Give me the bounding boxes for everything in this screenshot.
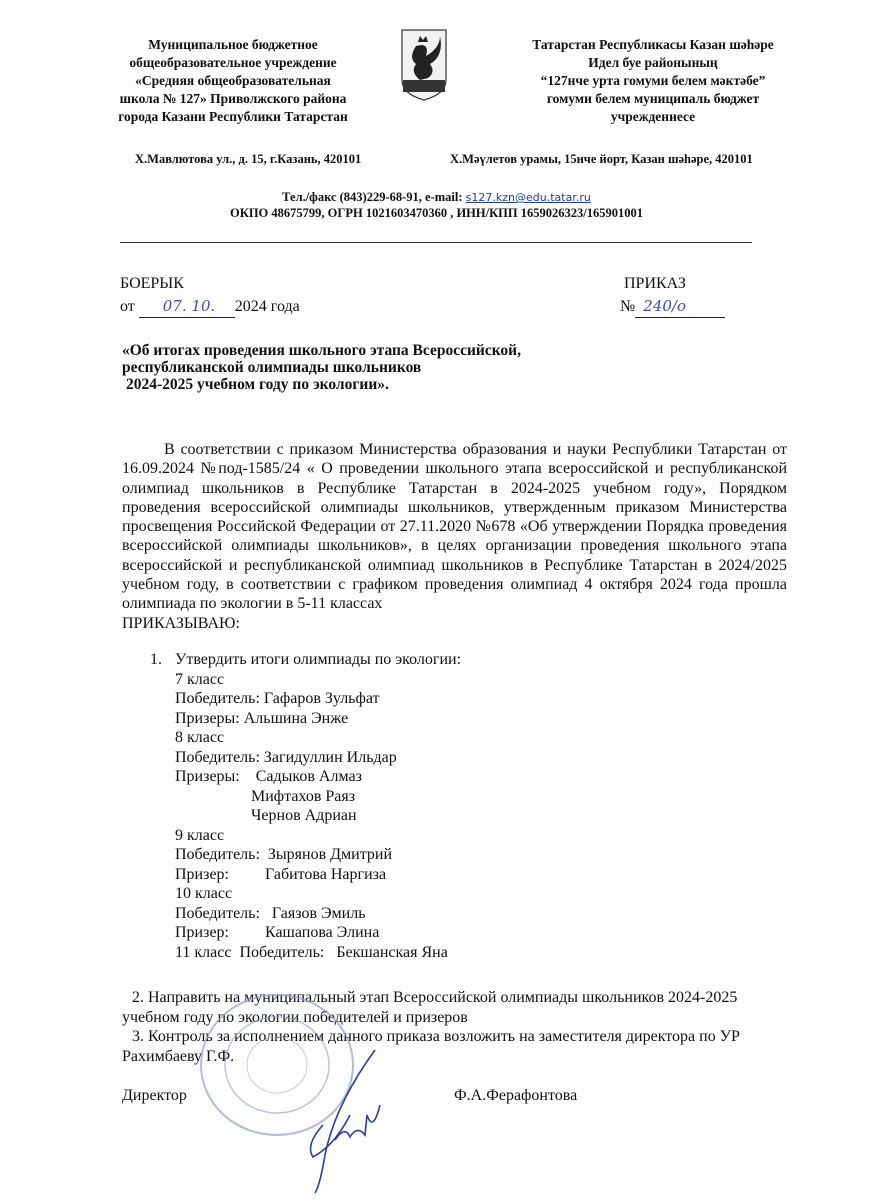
contacts-phone: Тел./факс (843)229-68-91, e-mail:: [282, 190, 466, 204]
header-left-line: Муниципальное бюджетное: [148, 37, 318, 52]
header-left-line: школа № 127» Приволжского района: [119, 91, 347, 106]
header-right-line: Татарстан Республикасы Казан шәһәре: [532, 37, 774, 52]
date-handwritten: 07. 10.: [162, 297, 216, 315]
item-2-line: учебном году по экологии победителей и призеров: [122, 1008, 468, 1026]
result-line: Призеры: Садыков Алмаз: [175, 768, 362, 785]
order-label-tatar: БОЕРЫК: [120, 275, 184, 292]
header-right-line: Идел буе районының: [588, 55, 718, 70]
number-prefix: №: [620, 298, 636, 315]
result-line: Победитель: Гафаров Зульфат: [175, 690, 380, 707]
header-divider: [120, 242, 752, 243]
date-prefix: от: [120, 298, 135, 315]
result-line: Призеры: Альшина Энже: [175, 709, 349, 727]
title-line: 2024-2025 учебном году по экологии».: [126, 376, 389, 393]
results-list: [175, 670, 461, 963]
result-line: Чернов Адриан: [175, 807, 357, 824]
signature-position: Директор: [122, 1087, 187, 1104]
result-line: Победитель: Загидуллин Ильдар: [175, 748, 397, 766]
result-line: 11 класс Победитель: Бекшанская Яна: [175, 943, 448, 961]
header-right-line: “127нче урта гомуми белем мәктәбе”: [540, 73, 766, 88]
header-left-line: города Казани Республики Татарстан: [118, 109, 348, 124]
orders-label: ПРИКАЗЫВАЮ:: [122, 615, 240, 632]
item-1-text: Утвердить итоги олимпиады по экологии:: [175, 651, 462, 668]
preamble-paragraph: В соответствии с приказом Министерства образования и науки Республики Татарстан от 16.09.2024 №под-1585/24 « О проведении школьного этапа всероссийской и республиканской олимпиад школьников в Республике Татарстан в 2024-2025 учебном году», Порядком проведения всероссийской олимпиады школьников, утвержденным приказом Министерства просвещения Российской Федерации от 27.11.2020 №678 «Об утверждении Порядка проведения всероссийской олимпиады школьников», в целях организации проведения школьного этапа всероссийской и республиканской олимпиад школьников в Республике Татарстан в 2024/2025 учебном году, в соответствии с графиком проведения олимпиад 4 октября 2024 года прошла олимпиада по экологии в 5-11 классах: [122, 441, 787, 613]
item-3-line: 3. Контроль за исполнением данного приказа возложить на заместителя директора по УР: [132, 1028, 740, 1045]
address-left: Х.Мавлютова ул., д. 15, г.Казань, 420101: [135, 152, 362, 166]
header-left-line: общеобразовательное учреждение: [129, 55, 337, 70]
result-line: 9 класс: [175, 826, 225, 844]
result-line: 8 класс: [175, 729, 225, 746]
result-line: Победитель: Гаязов Эмиль: [175, 904, 366, 922]
date-suffix: 2024 года: [234, 298, 300, 315]
header-left-line: «Средняя общеобразовательная: [135, 73, 331, 88]
address-right: Х.Мәүлетов урамы, 15нче йорт, Казан шәһәре, 420101: [450, 152, 753, 166]
result-line: Мифтахов Раяз: [175, 787, 356, 805]
result-line: Призер: Габитова Наргиза: [175, 865, 387, 883]
result-line: 10 класс: [175, 885, 233, 902]
header-right-line: учреждениесе: [610, 109, 696, 124]
header-right-line: гомуми белем муниципаль бюджет: [546, 91, 760, 106]
signature-icon: [295, 1045, 415, 1195]
contacts-line: [0, 190, 873, 205]
item-1-number: 1.: [150, 651, 162, 668]
order-label-russian: ПРИКАЗ: [624, 275, 686, 292]
header-right: [508, 36, 798, 126]
title-line: «Об итогах проведения школьного этапа Всероссийской,: [122, 342, 521, 359]
registration-codes: ОКПО 48675799, ОГРН 1021603470360 , ИНН/КПП 1659026323/165901001: [230, 206, 643, 220]
item-3-line: Рахимбаеву Г.Ф.: [122, 1047, 235, 1065]
result-line: 7 класс: [175, 670, 225, 688]
number-handwritten: 240/о: [643, 297, 686, 315]
header-left: [93, 36, 373, 126]
order-title: [122, 342, 521, 393]
order-number: [620, 297, 725, 318]
signature-name: Ф.А.Ферафонтова: [454, 1087, 578, 1104]
title-line: республиканской олимпиады школьников: [122, 359, 422, 376]
result-line: Победитель: Зырянов Дмитрий: [175, 846, 393, 863]
coat-of-arms-icon: [400, 28, 448, 102]
email-link[interactable]: s127.kzn@edu.tatar.ru: [465, 191, 591, 204]
order-date: [120, 297, 300, 318]
item-1: [175, 650, 461, 962]
result-line: Призер: Кашапова Элина: [175, 924, 380, 941]
item-2-line: 2. Направить на муниципальный этап Всероссийской олимпиады школьников 2024-2025: [132, 989, 738, 1006]
